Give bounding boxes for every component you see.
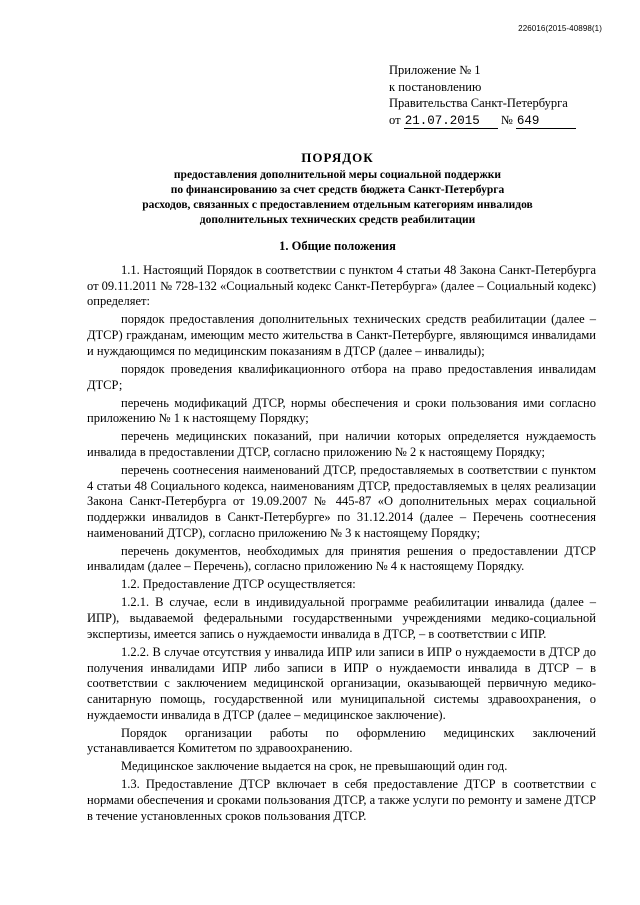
title-line-2: по финансированию за счет средств бюджета Санкт-Петербурга — [170, 184, 505, 196]
from-label: от — [389, 112, 401, 127]
number-label: № — [500, 112, 513, 127]
document-title-block — [60, 150, 615, 228]
decree-date: 21.07.2015 — [404, 114, 498, 129]
title-line-3: расходов, связанных с предоставлением отдельным категориям инвалидов — [142, 199, 533, 211]
document-body — [87, 263, 596, 827]
paragraph: 1.2. Предоставление ДТСР осуществляется: — [121, 577, 356, 592]
paragraph: 1.1. Настоящий Порядок в соответствии с пунктом 4 статьи 48 Закона Санкт-Петербурга от 09.11.2011 № 728-132 «Социальный кодекс Санкт-Петербурга» (далее – Социальный кодекс) определяет: — [87, 263, 596, 309]
paragraph: перечень медицинских показаний, при наличии которых определяется нуждаемость инвалида в предоставлении ДТСР, согласно приложению № 2 к настоящему Порядку; — [87, 429, 596, 459]
title-line-4: дополнительных технических средств реабилитации — [199, 214, 476, 226]
paragraph: 1.2.1. В случае, если в индивидуальной программе реабилитации инвалида (далее – ИПР), выдаваемой федеральными государственными учреждениями медико-социальной экспертизы, имеется запись о нуждаемости инвалида в ДТСР, – в соответствии с ИПР. — [87, 595, 596, 641]
title-line-1: предоставления дополнительной меры социальной поддержки — [173, 169, 502, 181]
paragraph: перечень модификаций ДТСР, нормы обеспечения и сроки пользования ими согласно приложению № 1 к настоящему Порядку; — [87, 395, 596, 426]
paragraph: порядок проведения квалификационного отбора на право предоставления инвалидам ДТСР; — [87, 361, 596, 392]
paragraph: порядок предоставления дополнительных технических средств реабилитации (далее – ДТСР) гражданам, имеющим место жительства в Санкт-Петербурге, являющимся инвалидами и нуждающимся по медицинским показаниям в ДТСР (далее – инвалиды); — [87, 312, 596, 358]
appendix-date-line — [389, 112, 576, 129]
paragraph: перечень соотнесения наименований ДТСР, предоставляемых в соответствии с пунктом 4 статьи 48 Социального кодекса, наименованиям ДТСР, предоставляемых в целях реализации Закона Санкт-Петербурга от 19.09.2007 № 445-87 «О дополнительных мерах социальной поддержки инвалидов в Санкт-Петербурге» по 31.12.2014 (далее – Перечень соотнесения наименований ДТСР), согласно приложению № 3 к настоящему Порядку; — [87, 462, 596, 540]
appendix-line-2: к постановлению — [389, 79, 482, 94]
paragraph: Порядок организации работы по оформлению медицинских заключений устанавливается Комитетом по здравоохранению. — [87, 725, 596, 756]
document-id: 226016(2015-40898(1) — [518, 24, 602, 33]
paragraph: 1.2.2. В случае отсутствия у инвалида ИПР или записи в ИПР о нуждаемости в ДТСР до получения инвалидами ИПР либо записи в ИПР о нуждаемости инвалида в ДТСР – в соответствии с заключением медицинской организации, оказывающей первичную медико-санитарную помощь, государственной или муниципальной системы здравоохранения, о нуждаемости инвалида в ДТСР (далее – медицинское заключение). — [87, 644, 596, 722]
paragraph: Медицинское заключение выдается на срок, не превышающий один год. — [121, 759, 508, 774]
appendix-line-3: Правительства Санкт-Петербурга — [389, 96, 568, 110]
decree-number: 649 — [516, 114, 576, 129]
appendix-line-1: Приложение № 1 — [389, 63, 481, 77]
paragraph: перечень документов, необходимых для принятия решения о предоставлении ДТСР инвалидам (далее – Перечень), согласно приложению № 4 к настоящему Порядку. — [87, 543, 596, 574]
appendix-block — [389, 62, 576, 129]
document-title: ПОРЯДОК — [301, 150, 374, 165]
section-heading: 1. Общие положения — [279, 239, 396, 253]
paragraph: 1.3. Предоставление ДТСР включает в себя предоставление ДТСР в соответствии с нормами обеспечения и сроками пользования ДТСР, а также услуги по ремонту и замене ДТСР в течение установленных сроков пользования ДТСР. — [87, 777, 596, 823]
